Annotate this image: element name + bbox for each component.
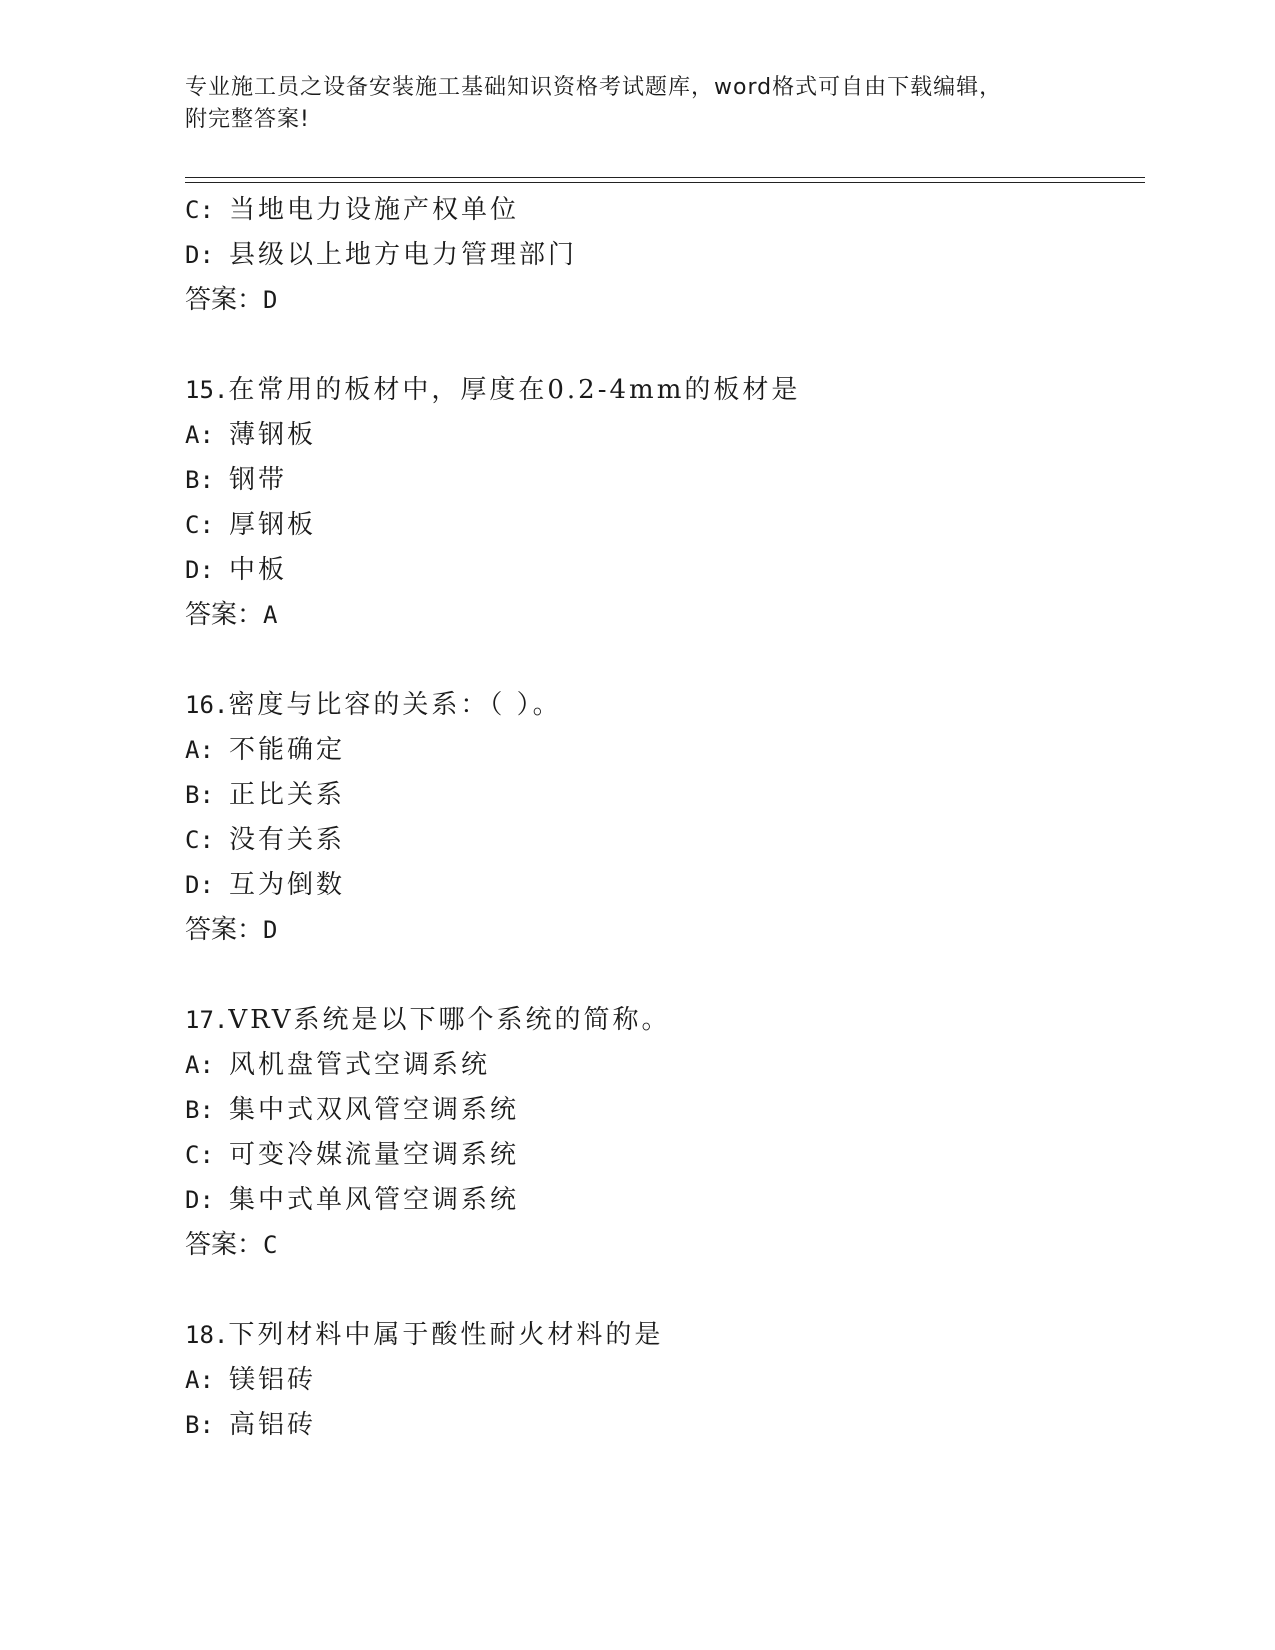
option-text: 当地电力设施产权单位: [229, 195, 520, 225]
question-number: 15.: [185, 376, 229, 404]
option-a: [185, 728, 1135, 773]
question-stem: [185, 998, 1135, 1043]
spacer: [185, 638, 1135, 683]
question-text: VRV系统是以下哪个系统的简称。: [228, 1005, 671, 1035]
option-text: 没有关系: [229, 825, 346, 855]
option-d: [185, 548, 1135, 593]
option-letter: A:: [185, 421, 214, 449]
spacer: [185, 1268, 1135, 1313]
option-letter: C:: [185, 826, 214, 854]
question-16: [185, 683, 1135, 953]
question-text: 下列材料中属于酸性耐火材料的是: [228, 1320, 664, 1350]
option-letter: D:: [185, 556, 214, 584]
option-letter: B:: [185, 1411, 214, 1439]
answer-line: [185, 593, 1135, 638]
header-divider-bottom: [185, 182, 1145, 183]
option-d: [185, 863, 1135, 908]
option-text: 集中式双风管空调系统: [229, 1095, 520, 1125]
question-14-continued: [185, 188, 1135, 323]
option-text: 风机盘管式空调系统: [229, 1050, 491, 1080]
header-divider-top: [185, 177, 1145, 178]
question-18: [185, 1313, 1135, 1448]
option-b: [185, 773, 1135, 818]
answer-label: 答案：: [185, 915, 264, 945]
option-letter: D:: [185, 1186, 214, 1214]
option-d: [185, 1178, 1135, 1223]
spacer: [185, 323, 1135, 368]
answer-line: [185, 278, 1135, 323]
question-number: 17.: [185, 1006, 229, 1034]
answer-label: 答案：: [185, 1230, 264, 1260]
option-text: 薄钢板: [229, 420, 317, 450]
option-text: 可变冷媒流量空调系统: [229, 1140, 520, 1170]
option-letter: B:: [185, 1096, 214, 1124]
option-b: [185, 1088, 1135, 1133]
option-c: [185, 503, 1135, 548]
question-stem: [185, 683, 1135, 728]
question-number: 16.: [185, 691, 229, 719]
question-list: [185, 188, 1135, 1448]
option-text: 正比关系: [229, 780, 346, 810]
question-text: 在常用的板材中，厚度在0.2-4mm的板材是: [228, 375, 801, 405]
option-c: [185, 1133, 1135, 1178]
answer-label: 答案：: [185, 285, 264, 315]
option-text: 厚钢板: [229, 510, 317, 540]
document-header: [185, 72, 1075, 136]
question-15: [185, 368, 1135, 638]
answer-value: D: [263, 286, 278, 314]
option-c: [185, 188, 1135, 233]
option-text: 互为倒数: [229, 870, 346, 900]
option-letter: A:: [185, 1366, 214, 1394]
option-c: [185, 818, 1135, 863]
answer-value: A: [263, 601, 278, 629]
option-b: [185, 458, 1135, 503]
spacer: [185, 953, 1135, 998]
answer-value: C: [263, 1231, 278, 1259]
option-b: [185, 1403, 1135, 1448]
answer-value: D: [263, 916, 278, 944]
option-a: [185, 413, 1135, 458]
option-a: [185, 1358, 1135, 1403]
option-text: 镁铝砖: [229, 1365, 317, 1395]
option-d: [185, 233, 1135, 278]
option-text: 不能确定: [229, 735, 346, 765]
question-17: [185, 998, 1135, 1268]
option-text: 高铝砖: [229, 1410, 317, 1440]
option-text: 钢带: [229, 465, 288, 495]
option-letter: D:: [185, 871, 214, 899]
answer-line: [185, 908, 1135, 953]
question-number: 18.: [185, 1321, 229, 1349]
option-letter: C:: [185, 511, 214, 539]
option-text: 县级以上地方电力管理部门: [229, 240, 578, 270]
option-letter: D:: [185, 241, 214, 269]
option-letter: C:: [185, 1141, 214, 1169]
header-line-2: 附完整答案!: [185, 107, 310, 132]
question-stem: [185, 1313, 1135, 1358]
option-a: [185, 1043, 1135, 1088]
option-text: 集中式单风管空调系统: [229, 1185, 520, 1215]
option-letter: A:: [185, 1051, 214, 1079]
option-letter: B:: [185, 781, 214, 809]
answer-label: 答案：: [185, 600, 264, 630]
option-letter: C:: [185, 196, 214, 224]
header-line-1: 专业施工员之设备安装施工基础知识资格考试题库，word格式可自由下载编辑，: [185, 75, 1003, 100]
option-text: 中板: [229, 555, 288, 585]
answer-line: [185, 1223, 1135, 1268]
question-text: 密度与比容的关系：（ ）。: [228, 690, 562, 720]
option-letter: A:: [185, 736, 214, 764]
option-letter: B:: [185, 466, 214, 494]
question-stem: [185, 368, 1135, 413]
